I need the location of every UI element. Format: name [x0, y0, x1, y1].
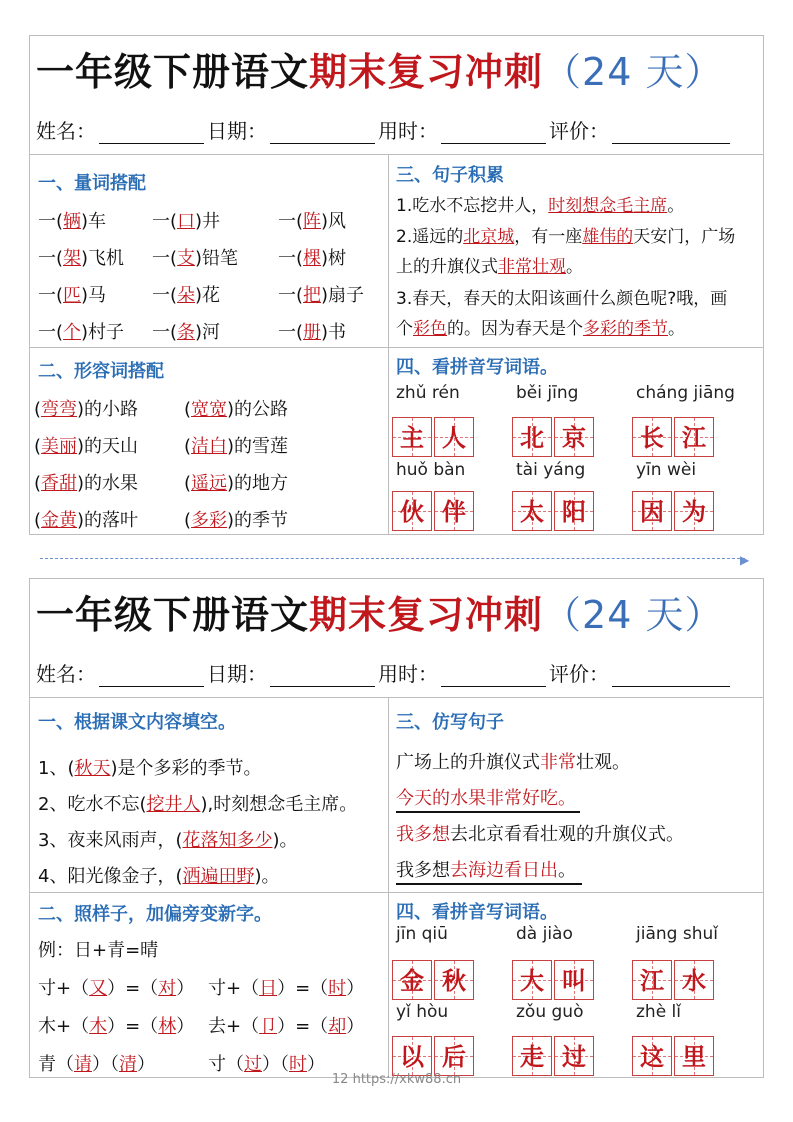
measure-word-item	[152, 207, 220, 233]
text: 寸（	[208, 1054, 244, 1075]
char-box	[512, 960, 552, 1000]
text: 的。因为春天是个	[447, 319, 583, 339]
text: 寸+（	[208, 978, 260, 999]
adjective-item	[184, 432, 288, 458]
eval-blank[interactable]	[612, 664, 730, 687]
section-pinyin-words	[388, 892, 765, 1078]
answer: 北京城	[463, 227, 515, 247]
adjective-item	[184, 506, 288, 532]
blank-group	[152, 248, 238, 269]
char: 北	[520, 424, 544, 452]
pinyin-label: zhǔ rén	[396, 383, 460, 403]
text: 一(	[278, 248, 304, 269]
answer: 日	[259, 978, 278, 999]
answer-line: 今天的水果非常好吃。	[396, 784, 580, 813]
answer: 美丽	[41, 436, 78, 457]
char: 大	[520, 967, 544, 995]
section-pinyin-words	[388, 347, 765, 535]
char: 为	[682, 498, 706, 526]
text: 。	[566, 257, 583, 277]
adjective-item	[34, 395, 138, 421]
answer: 花落知多少	[182, 830, 273, 851]
name-blank[interactable]	[99, 664, 204, 687]
card1-info-row	[30, 108, 763, 154]
title-black: 一年级下册语文	[36, 50, 310, 94]
answer: 架	[63, 248, 82, 269]
sentence-line: 3.春天，春天的太阳该画什么颜色呢?哦，画	[396, 289, 728, 309]
worksheet-card-1	[29, 35, 764, 535]
answer: 清	[119, 1054, 137, 1075]
title-red: 期末复习冲刺	[309, 50, 544, 94]
text: 天安门，广场	[633, 227, 736, 247]
text: (	[34, 399, 42, 420]
text: (	[34, 473, 42, 494]
text: )的小路	[77, 399, 139, 420]
answer: 洒遍田野	[182, 866, 255, 887]
text: ）=（	[277, 978, 329, 999]
date-label: 日期：	[207, 119, 267, 143]
text: )的季节	[227, 510, 289, 531]
text: 一(	[38, 211, 64, 232]
char: 以	[400, 1043, 424, 1071]
answer: 多彩的季节	[583, 319, 668, 339]
text: 一(	[38, 285, 64, 306]
char: 水	[682, 967, 706, 995]
answer: 册	[303, 322, 322, 343]
section-heading: 四、看拼音写词语。	[396, 902, 558, 923]
text: 一(	[152, 322, 178, 343]
page-footer: 12 https://xkw88.cn	[331, 1072, 462, 1087]
text: 一(	[38, 248, 64, 269]
text: (	[184, 436, 192, 457]
answer: 朵	[177, 285, 196, 306]
text: 一(	[152, 248, 178, 269]
eval-label: 评价：	[549, 662, 609, 686]
adjective-item	[34, 469, 138, 495]
highlight: 我多想	[396, 824, 450, 845]
sentence-line	[396, 748, 630, 774]
section-heading: 一、量词搭配	[38, 173, 146, 194]
text: ，有一座	[514, 227, 583, 247]
date-blank[interactable]	[270, 121, 375, 144]
adjective-item	[34, 506, 138, 532]
section-imitate-sentences	[388, 698, 765, 892]
text: 1、(	[38, 758, 75, 779]
char: 过	[562, 1043, 586, 1071]
char: 后	[442, 1043, 466, 1071]
measure-word-item	[278, 318, 346, 344]
arrow-right-icon: ▶	[740, 553, 750, 567]
answer: 支	[177, 248, 196, 269]
char-box	[632, 491, 672, 531]
fill-line	[38, 862, 280, 888]
char-box	[434, 417, 474, 457]
section-heading: 三、仿写句子	[396, 712, 504, 733]
card2-info-row	[30, 651, 763, 697]
worksheet-card-2	[29, 578, 764, 1078]
answer: 雄伟的	[582, 227, 634, 247]
pinyin-label: jiāng shuǐ	[636, 924, 718, 944]
text: (	[184, 510, 192, 531]
pinyin-label: zhè lǐ	[636, 1002, 682, 1022]
answer: 匹	[63, 285, 82, 306]
date-blank[interactable]	[270, 664, 375, 687]
blank-group	[34, 399, 138, 420]
time-label: 用时：	[378, 662, 438, 686]
sentence-line	[396, 191, 684, 216]
blank-group	[184, 436, 288, 457]
answer: 非常壮观	[498, 257, 566, 277]
pinyin-label: cháng jiāng	[636, 383, 735, 403]
text: (	[184, 399, 192, 420]
answer: 去海边看日出	[450, 860, 558, 881]
text: 一(	[38, 322, 64, 343]
text: 广场上的升旗仪式	[396, 752, 540, 773]
char-box	[392, 1036, 432, 1076]
text: ）（	[262, 1054, 289, 1075]
pinyin-label: tài yáng	[516, 460, 586, 480]
blank-group	[38, 211, 106, 232]
blank-group	[184, 473, 288, 494]
text: 一(	[152, 285, 178, 306]
card2-title	[30, 579, 763, 651]
adjective-item	[34, 432, 138, 458]
text: 1.吃水不忘挖井人，	[396, 196, 549, 216]
title-black: 一年级下册语文	[36, 593, 310, 637]
answer: 阵	[303, 211, 322, 232]
time-blank[interactable]	[441, 121, 546, 144]
eval-blank[interactable]	[612, 121, 730, 144]
answer: 却	[328, 1016, 347, 1037]
text: )村子	[81, 322, 125, 343]
char-box	[512, 491, 552, 531]
blank-group	[38, 285, 106, 306]
text: 2、吃水不忘(	[38, 794, 147, 815]
text: 去北京看看壮观的升旗仪式。	[450, 824, 684, 845]
answer: 个	[63, 322, 82, 343]
char-box	[434, 491, 474, 531]
char-box	[674, 1036, 714, 1076]
text: 壮观。	[576, 752, 630, 773]
title-days: （24 天）	[543, 593, 724, 637]
name-label: 姓名：	[36, 662, 96, 686]
char-box	[632, 1036, 672, 1076]
answer: 木	[89, 1016, 108, 1037]
measure-word-item	[38, 207, 106, 233]
char: 因	[640, 498, 664, 526]
text: ）	[176, 1016, 195, 1037]
name-blank[interactable]	[99, 121, 204, 144]
sentence-line	[396, 314, 685, 339]
text: )的水果	[77, 473, 139, 494]
text: ）=（	[277, 1016, 329, 1037]
answer: 对	[158, 978, 177, 999]
text: )。	[272, 830, 298, 851]
answer: 弯弯	[41, 399, 78, 420]
char-box	[512, 417, 552, 457]
char: 叫	[562, 967, 586, 995]
blank-group	[278, 248, 346, 269]
answer-line	[396, 856, 582, 885]
blank-group	[38, 322, 124, 343]
sentence-line	[396, 820, 684, 846]
answer: 把	[303, 285, 322, 306]
char-box	[554, 1036, 594, 1076]
text: )是个多彩的季节。	[110, 758, 262, 779]
text: 。	[558, 860, 576, 881]
text: ）	[346, 1016, 365, 1037]
char: 太	[520, 498, 544, 526]
char: 伙	[400, 498, 424, 526]
measure-word-item	[152, 318, 220, 344]
measure-word-item	[278, 207, 346, 233]
answer: 又	[89, 978, 108, 999]
blank-group	[152, 285, 220, 306]
pinyin-label: běi jīng	[516, 383, 579, 403]
answer: 林	[158, 1016, 177, 1037]
char-box	[434, 1036, 474, 1076]
section-heading: 一、根据课文内容填空。	[38, 712, 236, 733]
text: 。	[668, 319, 685, 339]
answer: 秋天	[74, 758, 111, 779]
text: 个	[396, 319, 413, 339]
radical-item	[208, 974, 364, 1000]
answer: 宽宽	[191, 399, 228, 420]
text: )飞机	[81, 248, 125, 269]
section-sentences	[388, 155, 765, 347]
section-heading: 四、看拼音写词语。	[396, 357, 558, 378]
text: ）	[176, 978, 195, 999]
text: ）	[346, 978, 365, 999]
text: )河	[195, 322, 221, 343]
text: ）=（	[107, 978, 159, 999]
example-line: 例：日+青=晴	[38, 940, 159, 961]
char: 京	[562, 424, 586, 452]
text: ),时刻想念毛主席。	[200, 794, 358, 815]
measure-word-item	[38, 244, 124, 270]
sentence-line	[396, 222, 735, 247]
pinyin-label: zǒu guò	[516, 1002, 584, 1022]
measure-word-item	[38, 281, 106, 307]
char: 秋	[442, 967, 466, 995]
text: 上的升旗仪式	[396, 257, 498, 277]
measure-word-item	[152, 281, 220, 307]
adjective-item	[184, 469, 288, 495]
text: 我多想	[396, 860, 450, 881]
char-box	[392, 960, 432, 1000]
card1-title	[30, 36, 763, 108]
char: 长	[640, 424, 664, 452]
text: )铅笔	[195, 248, 239, 269]
blank-group	[184, 510, 288, 531]
text: 一(	[152, 211, 178, 232]
text: )的天山	[77, 436, 139, 457]
text: )的公路	[227, 399, 289, 420]
card2-grid	[30, 697, 763, 1078]
answer: 多彩	[191, 510, 228, 531]
char-box	[554, 417, 594, 457]
pinyin-label: dà jiào	[516, 924, 573, 944]
text: ）=（	[107, 1016, 159, 1037]
blank-group	[278, 285, 364, 306]
section-heading: 三、句子积累	[396, 165, 504, 186]
text: 一(	[278, 285, 304, 306]
radical-item	[208, 1012, 364, 1038]
answer: 请	[74, 1054, 92, 1075]
char-box	[392, 417, 432, 457]
char-box	[632, 417, 672, 457]
text: )井	[195, 211, 221, 232]
blank-group	[278, 211, 346, 232]
text: )的雪莲	[227, 436, 289, 457]
title-days: （24 天）	[543, 50, 724, 94]
text: 2.遥远的	[396, 227, 464, 247]
text: )车	[81, 211, 107, 232]
text: ）	[137, 1054, 155, 1075]
char-box	[512, 1036, 552, 1076]
char: 这	[640, 1043, 664, 1071]
text: (	[34, 510, 42, 531]
char: 江	[640, 967, 664, 995]
answer: 卩	[259, 1016, 278, 1037]
blank-group	[278, 322, 346, 343]
char-box	[554, 960, 594, 1000]
blank-group	[184, 399, 288, 420]
answer: 时	[289, 1054, 307, 1075]
char-box	[674, 491, 714, 531]
char: 伴	[442, 498, 466, 526]
time-blank[interactable]	[441, 664, 546, 687]
text: 青（	[38, 1054, 74, 1075]
char: 江	[682, 424, 706, 452]
time-label: 用时：	[378, 119, 438, 143]
section-adjectives	[30, 347, 388, 535]
dashed-divider	[40, 558, 745, 559]
text: )扇子	[321, 285, 365, 306]
pinyin-label: yǐ hòu	[396, 1002, 449, 1022]
char-box	[434, 960, 474, 1000]
char-box	[674, 417, 714, 457]
answer: 金黄	[41, 510, 78, 531]
text: 4、阳光像金子，(	[38, 866, 183, 887]
answer: 洁白	[191, 436, 228, 457]
text: 一(	[278, 322, 304, 343]
text: 。	[667, 196, 685, 216]
answer: 口	[177, 211, 196, 232]
text: )马	[81, 285, 107, 306]
answer: 遥远	[191, 473, 228, 494]
name-label: 姓名：	[36, 119, 96, 143]
measure-word-item	[152, 244, 238, 270]
text: )的落叶	[77, 510, 139, 531]
char: 金	[400, 967, 424, 995]
adjective-item	[184, 395, 288, 421]
char-box	[392, 491, 432, 531]
measure-word-item	[278, 281, 364, 307]
eval-label: 评价：	[549, 119, 609, 143]
text: 3、夜来风雨声，(	[38, 830, 183, 851]
card1-grid	[30, 154, 763, 535]
text: ）（	[92, 1054, 119, 1075]
title-red: 期末复习冲刺	[309, 593, 544, 637]
fill-line	[38, 826, 298, 852]
char: 主	[400, 424, 424, 452]
text: ）	[307, 1054, 325, 1075]
char-box	[554, 491, 594, 531]
section-radicals	[30, 892, 388, 1078]
answer: 条	[177, 322, 196, 343]
answer: 时刻想念毛主席	[548, 196, 668, 216]
section-heading: 二、照样子，加偏旁变新字。	[38, 904, 272, 925]
char: 里	[682, 1043, 706, 1071]
blank-group	[34, 510, 138, 531]
answer: 棵	[303, 248, 322, 269]
measure-word-item	[278, 244, 346, 270]
text: )花	[195, 285, 221, 306]
text: )。	[254, 866, 280, 887]
answer: 辆	[63, 211, 82, 232]
answer: 时	[328, 978, 347, 999]
answer: 挖井人	[146, 794, 201, 815]
text: 去+（	[208, 1016, 260, 1037]
text: (	[184, 473, 192, 494]
radical-item	[38, 1012, 194, 1038]
char-box	[632, 960, 672, 1000]
fill-line	[38, 754, 262, 780]
text: 木+（	[38, 1016, 90, 1037]
section-measure-words	[30, 155, 388, 347]
blank-group	[152, 211, 220, 232]
measure-word-item	[38, 318, 124, 344]
blank-group	[152, 322, 220, 343]
blank-group	[34, 473, 138, 494]
answer: 彩色	[413, 319, 447, 339]
blank-group	[38, 248, 124, 269]
blank-group	[34, 436, 138, 457]
date-label: 日期：	[207, 662, 267, 686]
fill-line	[38, 790, 357, 816]
text: )书	[321, 322, 347, 343]
pinyin-label: jīn qiū	[396, 924, 448, 944]
char: 走	[520, 1043, 544, 1071]
char-box	[674, 960, 714, 1000]
answer: 过	[244, 1054, 262, 1075]
text: )的地方	[227, 473, 289, 494]
text: )风	[321, 211, 347, 232]
answer: 香甜	[41, 473, 78, 494]
text: 寸+（	[38, 978, 90, 999]
radical-item	[38, 974, 194, 1000]
sentence-line	[396, 252, 583, 277]
section-heading: 二、形容词搭配	[38, 361, 164, 382]
text: )树	[321, 248, 347, 269]
section-fill-blanks	[30, 698, 388, 892]
char: 阳	[562, 498, 586, 526]
pinyin-label: yīn wèi	[636, 460, 697, 480]
highlight: 非常	[540, 752, 576, 773]
text: (	[34, 436, 42, 457]
text: 一(	[278, 211, 304, 232]
char: 人	[442, 424, 466, 452]
pinyin-label: huǒ bàn	[396, 460, 466, 480]
